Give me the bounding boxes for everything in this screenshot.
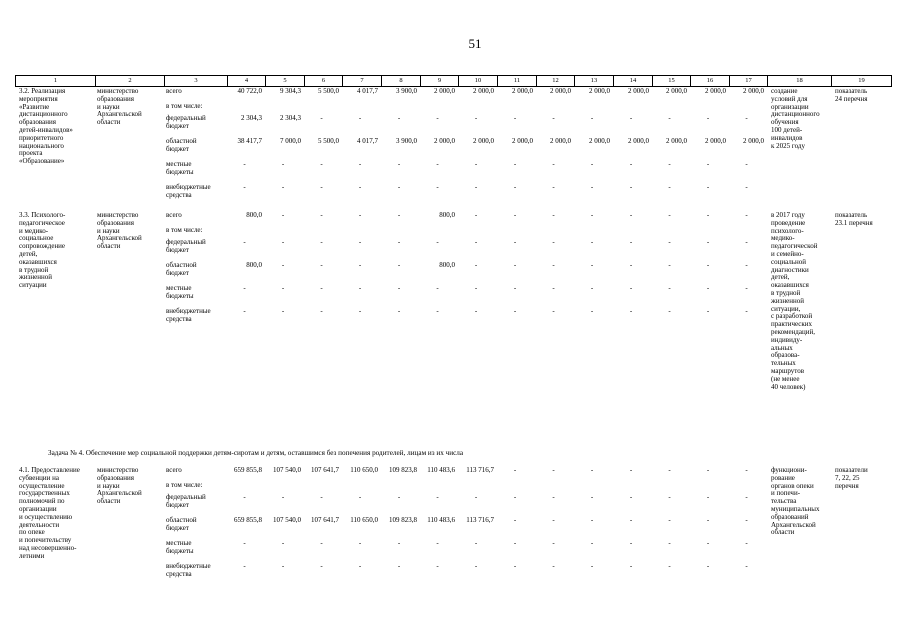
row-1-value: - xyxy=(474,284,478,292)
row-2-value: - xyxy=(745,493,748,501)
task-4-title: Задача № 4. Обеспечение мер социальной поддержки детям-сиротам и детям, оставшимся без попечения родителей, лицам из их числа xyxy=(48,449,464,457)
row-1-value: - xyxy=(513,238,517,246)
row-2-value: - xyxy=(320,562,323,570)
row-2-value: - xyxy=(474,562,478,570)
row-1-value: - xyxy=(320,284,323,292)
row-1-value: - xyxy=(397,261,401,269)
header-col-13: 13 xyxy=(574,76,613,86)
row-0-value: - xyxy=(281,160,285,168)
row-1-source-label: внебюджетные средства xyxy=(166,307,211,323)
row-2-value: - xyxy=(320,539,323,547)
row-0-value: - xyxy=(513,160,517,168)
row-2-value: - xyxy=(474,493,478,501)
row-0-value: - xyxy=(474,114,478,122)
row-1-value: - xyxy=(474,307,478,315)
row-2-value: - xyxy=(745,516,748,524)
row-0-value: 4 017,7 xyxy=(357,87,378,95)
row-2-value: - xyxy=(513,516,517,524)
row-0-value: - xyxy=(358,160,362,168)
row-0-value: 2 000,0 xyxy=(743,137,764,145)
row-1-value: - xyxy=(474,261,478,269)
row-1-expected-result: в 2017 году проведение психолого- медико- педагогической и семейно- социальной диагностики детей, оказавшихся в трудной жизненной ситуации, с разработкой практических рекомендаций, индивиду- альных образова- тельных маршрутов (не менее 40 человек) xyxy=(771,211,818,391)
row-0-source-label: всего xyxy=(166,87,182,95)
header-col-16: 16 xyxy=(690,76,729,86)
row-1-measure-name: 3.3. Психолого- педагогическое и медико- социальное сопровождение детей, оказавшихся в трудной жизненной ситуации xyxy=(19,211,66,290)
row-2-value: - xyxy=(745,466,748,474)
row-2-value: - xyxy=(590,466,594,474)
row-0-value: 2 000,0 xyxy=(666,87,687,95)
row-1-value: - xyxy=(668,307,671,315)
row-1-value: - xyxy=(243,238,246,246)
table-header-row xyxy=(15,75,892,87)
row-0-value: - xyxy=(397,160,401,168)
header-col-4: 4 xyxy=(227,76,265,86)
row-0-value: - xyxy=(513,114,517,122)
row-2-value: 107 540,0 xyxy=(273,466,301,474)
row-2-value: - xyxy=(358,562,362,570)
row-1-value: - xyxy=(320,261,323,269)
header-col-14: 14 xyxy=(613,76,652,86)
row-2-value: - xyxy=(590,562,594,570)
header-col-17: 17 xyxy=(729,76,767,86)
row-1-value: - xyxy=(281,211,285,219)
row-2-value: 107 641,7 xyxy=(311,466,339,474)
row-1-value: 800,0 xyxy=(439,211,455,219)
row-2-measure-name: 4.1. Предоставление субвенции на осуществление государственных полномочий по организации и осуществлению деятельности по опеке и попечительству над несовершенно- летними xyxy=(19,466,80,560)
row-1-value: - xyxy=(668,261,671,269)
row-2-value: 107 540,0 xyxy=(273,516,301,524)
row-0-value: - xyxy=(706,183,710,191)
row-0-value: - xyxy=(745,183,748,191)
row-1-value: 800,0 xyxy=(246,211,262,219)
row-0-value: - xyxy=(745,114,748,122)
row-2-value: - xyxy=(513,493,517,501)
row-1-value: 800,0 xyxy=(246,261,262,269)
row-2-value: - xyxy=(358,493,362,501)
row-0-source-label: в том числе: xyxy=(166,102,203,110)
row-0-indicator: показатель 24 перечня xyxy=(835,87,868,103)
row-1-value: - xyxy=(358,307,362,315)
row-2-value: - xyxy=(590,516,594,524)
row-1-value: - xyxy=(397,238,401,246)
row-0-expected-result: создание условий для организации дистанционного обучения 100 детей- инвалидов к 2025 году xyxy=(771,87,820,150)
row-2-value: - xyxy=(513,466,517,474)
row-1-value: - xyxy=(706,211,710,219)
row-2-value: 110 650,0 xyxy=(350,466,378,474)
row-2-value: - xyxy=(706,493,710,501)
row-1-value: - xyxy=(320,307,323,315)
row-1-source-label: всего xyxy=(166,211,182,219)
page-number: 51 xyxy=(468,36,482,51)
row-0-value: 7 000,0 xyxy=(280,137,301,145)
row-2-source-label: федеральный бюджет xyxy=(166,493,206,509)
row-2-source-label: всего xyxy=(166,466,182,474)
row-2-value: 110 650,0 xyxy=(350,516,378,524)
row-1-value: - xyxy=(358,211,362,219)
header-col-19: 19 xyxy=(831,76,892,86)
row-1-value: - xyxy=(552,261,555,269)
header-col-5: 5 xyxy=(265,76,304,86)
row-0-value: 2 304,3 xyxy=(280,114,301,122)
row-2-value: - xyxy=(358,539,362,547)
row-2-value: - xyxy=(706,539,710,547)
row-0-value: - xyxy=(629,183,633,191)
row-1-value: - xyxy=(590,238,594,246)
row-0-value: 40 722,0 xyxy=(237,87,262,95)
row-1-source-label: областной бюджет xyxy=(166,261,197,277)
row-0-value: - xyxy=(706,114,710,122)
row-1-value: - xyxy=(706,238,710,246)
row-0-value: - xyxy=(436,183,439,191)
header-col-15: 15 xyxy=(652,76,690,86)
row-0-value: 2 000,0 xyxy=(705,87,726,95)
row-0-value: - xyxy=(552,160,555,168)
row-1-value: - xyxy=(358,261,362,269)
row-0-value: - xyxy=(552,114,555,122)
row-0-value: - xyxy=(397,114,401,122)
row-0-value: - xyxy=(668,160,671,168)
row-2-value: - xyxy=(668,466,671,474)
row-2-value: - xyxy=(281,539,285,547)
row-1-value: - xyxy=(552,211,555,219)
row-1-value: - xyxy=(281,261,285,269)
row-1-value: - xyxy=(629,211,633,219)
row-0-source-label: местные бюджеты xyxy=(166,160,194,176)
row-2-value: - xyxy=(629,539,633,547)
row-0-value: 2 000,0 xyxy=(589,87,610,95)
row-1-value: - xyxy=(590,211,594,219)
row-2-value: 113 716,7 xyxy=(466,466,494,474)
row-2-value: - xyxy=(281,493,285,501)
row-1-value: - xyxy=(320,238,323,246)
row-2-source-label: в том числе: xyxy=(166,481,203,489)
row-0-value: 2 000,0 xyxy=(743,87,764,95)
row-2-value: - xyxy=(281,562,285,570)
row-0-value: - xyxy=(706,160,710,168)
row-1-value: - xyxy=(590,261,594,269)
row-1-value: - xyxy=(629,261,633,269)
row-2-value: - xyxy=(397,562,401,570)
row-1-value: - xyxy=(629,307,633,315)
row-2-source-label: внебюджетные средства xyxy=(166,562,211,578)
row-2-value: - xyxy=(436,539,439,547)
row-0-source-label: внебюджетные средства xyxy=(166,183,211,199)
row-2-value: - xyxy=(513,562,517,570)
row-1-source-label: федеральный бюджет xyxy=(166,238,206,254)
row-2-value: 110 483,6 xyxy=(427,466,455,474)
row-1-value: - xyxy=(745,238,748,246)
row-1-value: - xyxy=(358,238,362,246)
row-1-value: - xyxy=(397,307,401,315)
row-1-source-label: в том числе: xyxy=(166,226,203,234)
row-2-value: - xyxy=(629,562,633,570)
row-1-value: 800,0 xyxy=(439,261,455,269)
row-0-value: - xyxy=(590,160,594,168)
row-2-value: - xyxy=(552,562,555,570)
row-2-value: - xyxy=(706,516,710,524)
row-0-value: 2 000,0 xyxy=(628,87,649,95)
row-0-value: 2 000,0 xyxy=(512,87,533,95)
row-0-value: 2 000,0 xyxy=(666,137,687,145)
row-2-executor: министерство образования и науки Архангельской области xyxy=(97,466,142,506)
row-0-value: - xyxy=(629,114,633,122)
row-2-value: - xyxy=(474,539,478,547)
row-2-value: 107 641,7 xyxy=(311,516,339,524)
row-2-value: 659 855,8 xyxy=(234,466,262,474)
row-0-value: - xyxy=(320,114,323,122)
row-2-value: - xyxy=(629,516,633,524)
row-1-value: - xyxy=(474,238,478,246)
row-0-value: - xyxy=(320,183,323,191)
row-2-value: - xyxy=(436,493,439,501)
row-0-value: - xyxy=(552,183,555,191)
row-2-value: - xyxy=(590,493,594,501)
row-0-value: 2 000,0 xyxy=(550,87,571,95)
header-col-3: 3 xyxy=(164,76,227,86)
row-1-value: - xyxy=(745,284,748,292)
row-1-value: - xyxy=(745,211,748,219)
row-2-value: 109 823,8 xyxy=(389,466,417,474)
row-0-value: - xyxy=(668,183,671,191)
row-0-value: 38 417,7 xyxy=(237,137,262,145)
row-2-value: - xyxy=(320,493,323,501)
row-2-value: - xyxy=(668,493,671,501)
row-1-value: - xyxy=(590,284,594,292)
row-2-indicator: показатели 7, 22, 25 перечня xyxy=(835,466,868,490)
header-col-1: 1 xyxy=(15,76,95,86)
row-1-value: - xyxy=(668,284,671,292)
row-2-value: - xyxy=(243,562,246,570)
row-1-value: - xyxy=(668,211,671,219)
row-1-value: - xyxy=(474,211,478,219)
row-0-value: 3 900,0 xyxy=(396,87,417,95)
row-0-value: 2 000,0 xyxy=(589,137,610,145)
row-1-executor: министерство образования и науки Архангельской области xyxy=(97,211,142,251)
row-1-value: - xyxy=(706,261,710,269)
row-2-value: - xyxy=(436,562,439,570)
header-col-9: 9 xyxy=(420,76,458,86)
row-1-value: - xyxy=(436,284,439,292)
row-1-value: - xyxy=(668,238,671,246)
row-2-value: 109 823,8 xyxy=(389,516,417,524)
row-2-value: - xyxy=(706,562,710,570)
row-0-value: 5 500,0 xyxy=(318,137,339,145)
row-0-value: - xyxy=(397,183,401,191)
row-0-value: - xyxy=(358,183,362,191)
row-1-value: - xyxy=(436,307,439,315)
row-1-value: - xyxy=(243,307,246,315)
row-0-value: 2 000,0 xyxy=(628,137,649,145)
row-0-value: 9 304,3 xyxy=(280,87,301,95)
row-0-executor: министерство образования и науки Архангельской области xyxy=(97,87,142,127)
row-2-value: - xyxy=(745,539,748,547)
row-1-value: - xyxy=(358,284,362,292)
row-0-value: 2 000,0 xyxy=(473,137,494,145)
row-1-value: - xyxy=(513,211,517,219)
row-0-measure-name: 3.2. Реализация мероприятия «Развитие дистанционного образования детей-инвалидов» приоритетного национального проекта «Образование» xyxy=(19,87,73,166)
row-0-value: - xyxy=(243,183,246,191)
row-2-value: - xyxy=(552,466,555,474)
row-2-value: - xyxy=(629,466,633,474)
row-1-value: - xyxy=(706,284,710,292)
header-col-8: 8 xyxy=(381,76,420,86)
row-2-value: - xyxy=(243,539,246,547)
row-2-value: - xyxy=(706,466,710,474)
row-2-value: - xyxy=(552,516,555,524)
row-0-source-label: федеральный бюджет xyxy=(166,114,206,130)
header-col-10: 10 xyxy=(458,76,497,86)
row-0-value: 3 900,0 xyxy=(396,137,417,145)
row-2-value: - xyxy=(552,493,555,501)
row-2-source-label: местные бюджеты xyxy=(166,539,194,555)
row-0-value: - xyxy=(320,160,323,168)
row-1-value: - xyxy=(281,284,285,292)
row-1-value: - xyxy=(320,211,323,219)
row-1-value: - xyxy=(706,307,710,315)
row-0-value: - xyxy=(436,114,439,122)
row-2-value: 110 483,6 xyxy=(427,516,455,524)
row-1-value: - xyxy=(243,284,246,292)
row-0-value: 2 000,0 xyxy=(705,137,726,145)
row-1-indicator: показатель 23.1 перечня xyxy=(835,211,873,227)
row-0-value: - xyxy=(474,160,478,168)
header-col-6: 6 xyxy=(304,76,342,86)
row-1-value: - xyxy=(552,238,555,246)
row-0-value: 4 017,7 xyxy=(357,137,378,145)
row-1-value: - xyxy=(552,307,555,315)
row-0-value: - xyxy=(281,183,285,191)
header-col-7: 7 xyxy=(342,76,381,86)
row-0-value: - xyxy=(629,160,633,168)
row-1-value: - xyxy=(745,261,748,269)
row-0-value: - xyxy=(513,183,517,191)
row-0-value: - xyxy=(590,183,594,191)
row-1-value: - xyxy=(513,261,517,269)
row-1-value: - xyxy=(513,307,517,315)
row-0-value: 2 000,0 xyxy=(434,87,455,95)
row-0-value: 5 500,0 xyxy=(318,87,339,95)
row-1-source-label: местные бюджеты xyxy=(166,284,194,300)
row-2-value: - xyxy=(668,539,671,547)
row-2-value: - xyxy=(668,516,671,524)
row-1-value: - xyxy=(629,284,633,292)
row-0-value: 2 000,0 xyxy=(434,137,455,145)
header-col-11: 11 xyxy=(497,76,536,86)
row-0-value: - xyxy=(590,114,594,122)
row-2-value: - xyxy=(397,539,401,547)
row-2-expected-result: функциони- рование органов опеки и попечи- тельства муниципальных образований Архангельской области xyxy=(771,466,820,537)
row-2-source-label: областной бюджет xyxy=(166,516,197,532)
row-2-value: - xyxy=(397,493,401,501)
row-2-value: - xyxy=(513,539,517,547)
row-0-value: - xyxy=(358,114,362,122)
row-1-value: - xyxy=(397,211,401,219)
row-0-value: 2 000,0 xyxy=(473,87,494,95)
row-0-value: 2 000,0 xyxy=(512,137,533,145)
header-col-12: 12 xyxy=(536,76,574,86)
row-0-value: - xyxy=(668,114,671,122)
row-2-value: - xyxy=(745,562,748,570)
row-1-value: - xyxy=(513,284,517,292)
row-0-source-label: областной бюджет xyxy=(166,137,197,153)
row-2-value: - xyxy=(668,562,671,570)
row-1-value: - xyxy=(281,238,285,246)
row-1-value: - xyxy=(590,307,594,315)
row-1-value: - xyxy=(552,284,555,292)
row-2-value: - xyxy=(629,493,633,501)
row-0-value: - xyxy=(745,160,748,168)
row-0-value: - xyxy=(474,183,478,191)
row-1-value: - xyxy=(745,307,748,315)
row-1-value: - xyxy=(629,238,633,246)
header-col-2: 2 xyxy=(95,76,164,86)
row-0-value: 2 000,0 xyxy=(550,137,571,145)
row-1-value: - xyxy=(397,284,401,292)
row-1-value: - xyxy=(436,238,439,246)
row-2-value: 659 855,8 xyxy=(234,516,262,524)
row-0-value: - xyxy=(243,160,246,168)
row-2-value: - xyxy=(590,539,594,547)
row-0-value: 2 304,3 xyxy=(241,114,262,122)
header-col-18: 18 xyxy=(767,76,831,86)
row-2-value: - xyxy=(552,539,555,547)
row-2-value: - xyxy=(243,493,246,501)
row-2-value: 113 716,7 xyxy=(466,516,494,524)
row-1-value: - xyxy=(281,307,285,315)
row-0-value: - xyxy=(436,160,439,168)
